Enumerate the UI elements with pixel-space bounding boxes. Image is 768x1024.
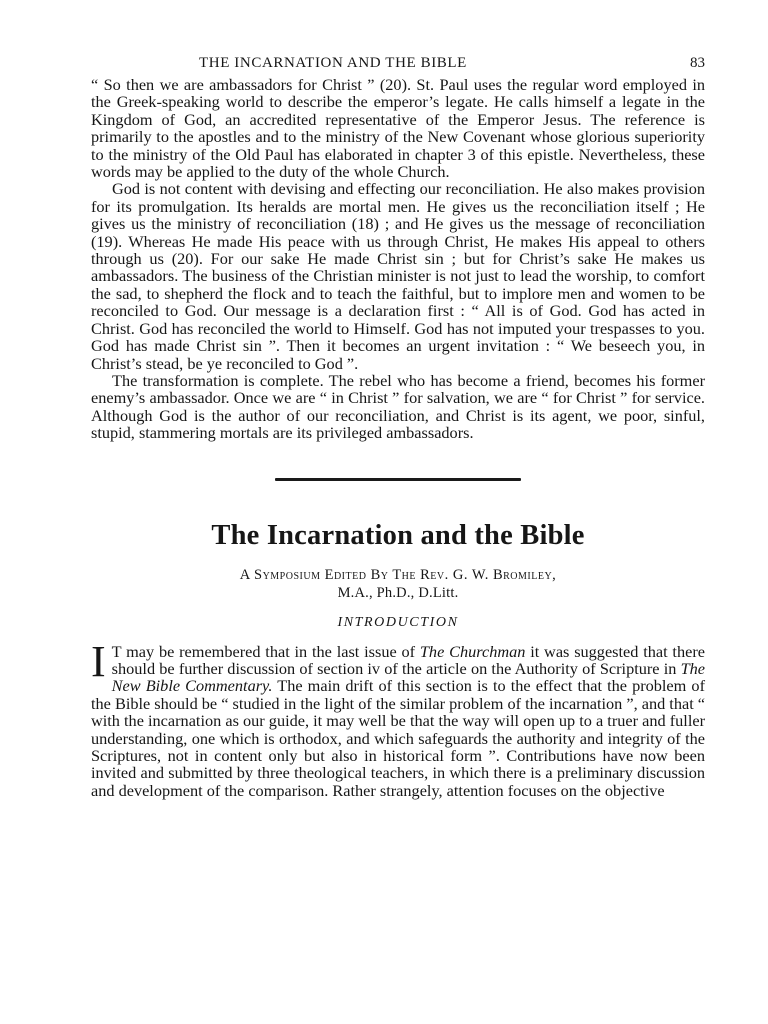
running-title: THE INCARNATION AND THE BIBLE [199,55,467,71]
book-title: The New Bible Commentary. [111,658,705,696]
body-paragraph-reconciliation: God is not content with devising and effecting our reconciliation. He also makes provision for its promulgation. Its heralds are mortal men. He gives us the reconciliation itself ; He gives us the ministry of reconciliation (18) ; and He gives us the message of reconciliation (19). Whereas He made His peace with us through Christ, He makes His appeal to others through us (20). For our sake He made Christ sin ; but for Christ’s sake He makes us ambassadors. The business of the Christian minister is not just to lead the worship, to comfort the sad, to shepherd the flock and to teach the faithful, but to implore men and women to be reconciled to God. Our message is a declaration first : “ All is of God. God has acted in Christ. God has reconciled the world to Himself. God has not imputed your trespasses to you. God has made Christ sin ”. Then it becomes an urgent invitation : “ We beseech you, in Christ’s stead, be ye reconciled to God ”. [91,179,705,373]
section-heading-introduction: INTRODUCTION [337,614,459,630]
byline-degrees: M.A., Ph.D., D.Litt. [337,584,459,601]
running-header [91,52,705,76]
intro-text-start: T may be remembered that in the last issue of [111,641,420,661]
body-paragraph-transformation: The transformation is complete. The rebel who has become a friend, becomes his former enemy’s ambassador. Once we are “ in Christ ” for salvation, we are “ for Christ ” for service. Although God is the author of our reconciliation, and Christ is its agent, we poor, sinful, stupid, stammering mortals are its privileged ambassadors. [91,370,705,443]
article-title: The Incarnation and the Bible [211,519,585,551]
intro-text-end: The main drift of this section is to the effect that the problem of the Bible should be “ studied in the light of the similar problem of the incarnation ”, and that “ with the incarnation as our guide, it may well be that the way will open up to a truer and fuller understanding, one which is orthodox, and which safeguards the authority and integrity of the Scriptures, not in content only but also in historical form ”. Contributions have now been invited and submitted by three theological teachers, in which there is a preliminary discussion and development of the comparison. Rather strangely, attention focuses on the objective [91,676,706,800]
intro-text-middle: it was suggested that there should be further discussion of section iv of the article on the Authority of Scripture in [111,641,705,678]
page-number: 83 [690,55,705,71]
article-byline [91,566,705,602]
journal-name: The Churchman [419,641,526,661]
byline-editor: A Symposium Edited By The Rev. G. W. Bromiley, [239,566,557,583]
section-divider-rule [275,478,521,481]
body-paragraph-ambassadors: “ So then we are ambassadors for Christ ” (20). St. Paul uses the regular word employed in the Greek-speaking world to describe the emperor’s legate. He calls himself a legate in the Kingdom of God, an accredited representative of the Emperor Jesus. The reference is primarily to the apostles and to the ministry of the New Covenant whose glorious superiority to the ministry of the Old Paul has elaborated in chapter 3 of this epistle. Nevertheless, these words may be applied to the duty of the whole Church. [91,75,705,182]
drop-cap: I [91,636,106,686]
book-page [91,52,705,799]
intro-paragraph [91,636,706,800]
